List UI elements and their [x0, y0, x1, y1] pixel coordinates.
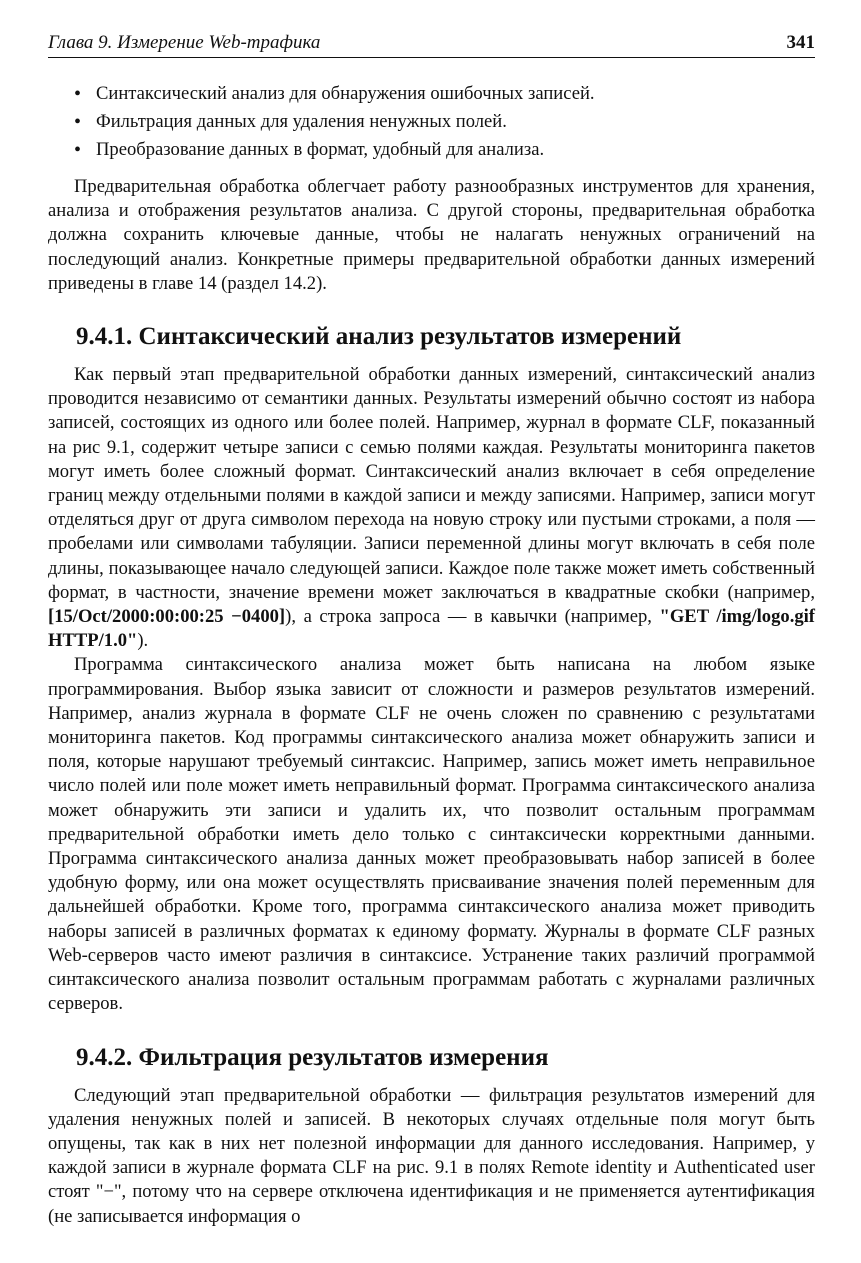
section-heading-942: 9.4.2. Фильтрация результатов измерения [76, 1043, 549, 1071]
list-item: • Фильтрация данных для удаления ненужных полей. [74, 108, 815, 136]
paragraph-text: ). [137, 630, 149, 652]
paragraph-parsing-2: Программа синтаксического анализа может быть написана на любом языке программирования. Выбор языка зависит от сложности и размеров результатов измерений. Например, анализ журнала в формате CLF не очень сложен по сравнению с результатами мониторинга пакетов. Код программы синтаксического анализа может обнаружить записи и поля, которые нарушают требуемый синтаксис. Например, запись может иметь неправильное число полей или поле может иметь неправильный формат. Программа синтаксического анализа может обнаружить эти записи и удалить их, что позволит остальным программам предварительной обработки иметь дело только с синтаксически корректными данными. Программа синтаксического анализа данных может преобразовывать набор записей в более удобную форму, или она может осуществлять присваивание значения полей переменным для дальнейшей обработки. Кроме того, программа синтаксического анализа может приводить наборы записей в различных форматах к единому формату. Журналы в формате CLF разных Web-серверов часто имеют различия в синтаксисе. Устранение таких различий программой синтаксического анализа позволит остальным программам работать с журналами различных серверов. [48, 654, 815, 1015]
request-example: "GET /img/logo.gif HTTP/1.0" [48, 606, 815, 652]
page-number: 341 [786, 32, 815, 53]
section-heading-941: 9.4.1. Синтаксический анализ результатов измерений [76, 323, 682, 351]
intro-paragraph: Предварительная обработка облегчает работу разнообразных инструментов для хранения, анализа и отображения результатов анализа. С другой стороны, предварительная обработка должна сохранить ключевые данные, чтобы не налагать ненужных ограничений на последующий анализ. Конкретные примеры предварительной обработки данных измерений приведены в главе 14 (раздел 14.2). [48, 176, 815, 294]
paragraph-text: Как первый этап предварительной обработки данных измерений, синтаксический анализ проводится независимо от семантики данных. Результаты измерений обычно состоят из набора записей, состоящих из одного или более полей. Например, журнал в формате CLF, показанный на рис 9.1, содержит четыре записи с семью полями каждая. Результаты мониторинга пакетов могут иметь более сложный формат. Синтаксический анализ включает в себя определение границ между отдельными полями в каждой записи и между записями. Например, записи могут отделяться друг от друга символом перехода на новую строку или пустыми строками, а поля — пробелами или символами табуляции. Записи переменной длины могут включать в себя поле длины, показывающее начало следующей записи. Каждое поле также может иметь собственный формат, в частности, значение времени может заключаться в квадратные скобки (например, [48, 364, 815, 603]
bullet-list [48, 80, 815, 164]
list-item: • Преобразование данных в формат, удобный для анализа. [74, 136, 815, 164]
list-item: • Синтаксический анализ для обнаружения ошибочных записей. [74, 80, 815, 108]
paragraph-parsing-1 [48, 363, 815, 653]
running-head [48, 32, 815, 58]
paragraph-filtering-1: Следующий этап предварительной обработки — фильтрация результатов измерений для удаления ненужных полей и записей. В некоторых случаях отдельные поля могут быть опущены, так как в них нет полезной информации для данного исследования. Например, у каждой записи в журнале формата CLF на рис. 9.1 в полях Remote identity и Authenticated user стоят "−", потому что на сервере отключена идентификация и не применяется аутентификация (не записывается информация о [48, 1084, 815, 1227]
chapter-title: Глава 9. Измерение Web-трафика [48, 32, 321, 53]
time-example: [15/Oct/2000:00:00:25 −0400] [48, 606, 286, 628]
paragraph-text: ), а строка запроса — в кавычки (например, [285, 606, 660, 628]
